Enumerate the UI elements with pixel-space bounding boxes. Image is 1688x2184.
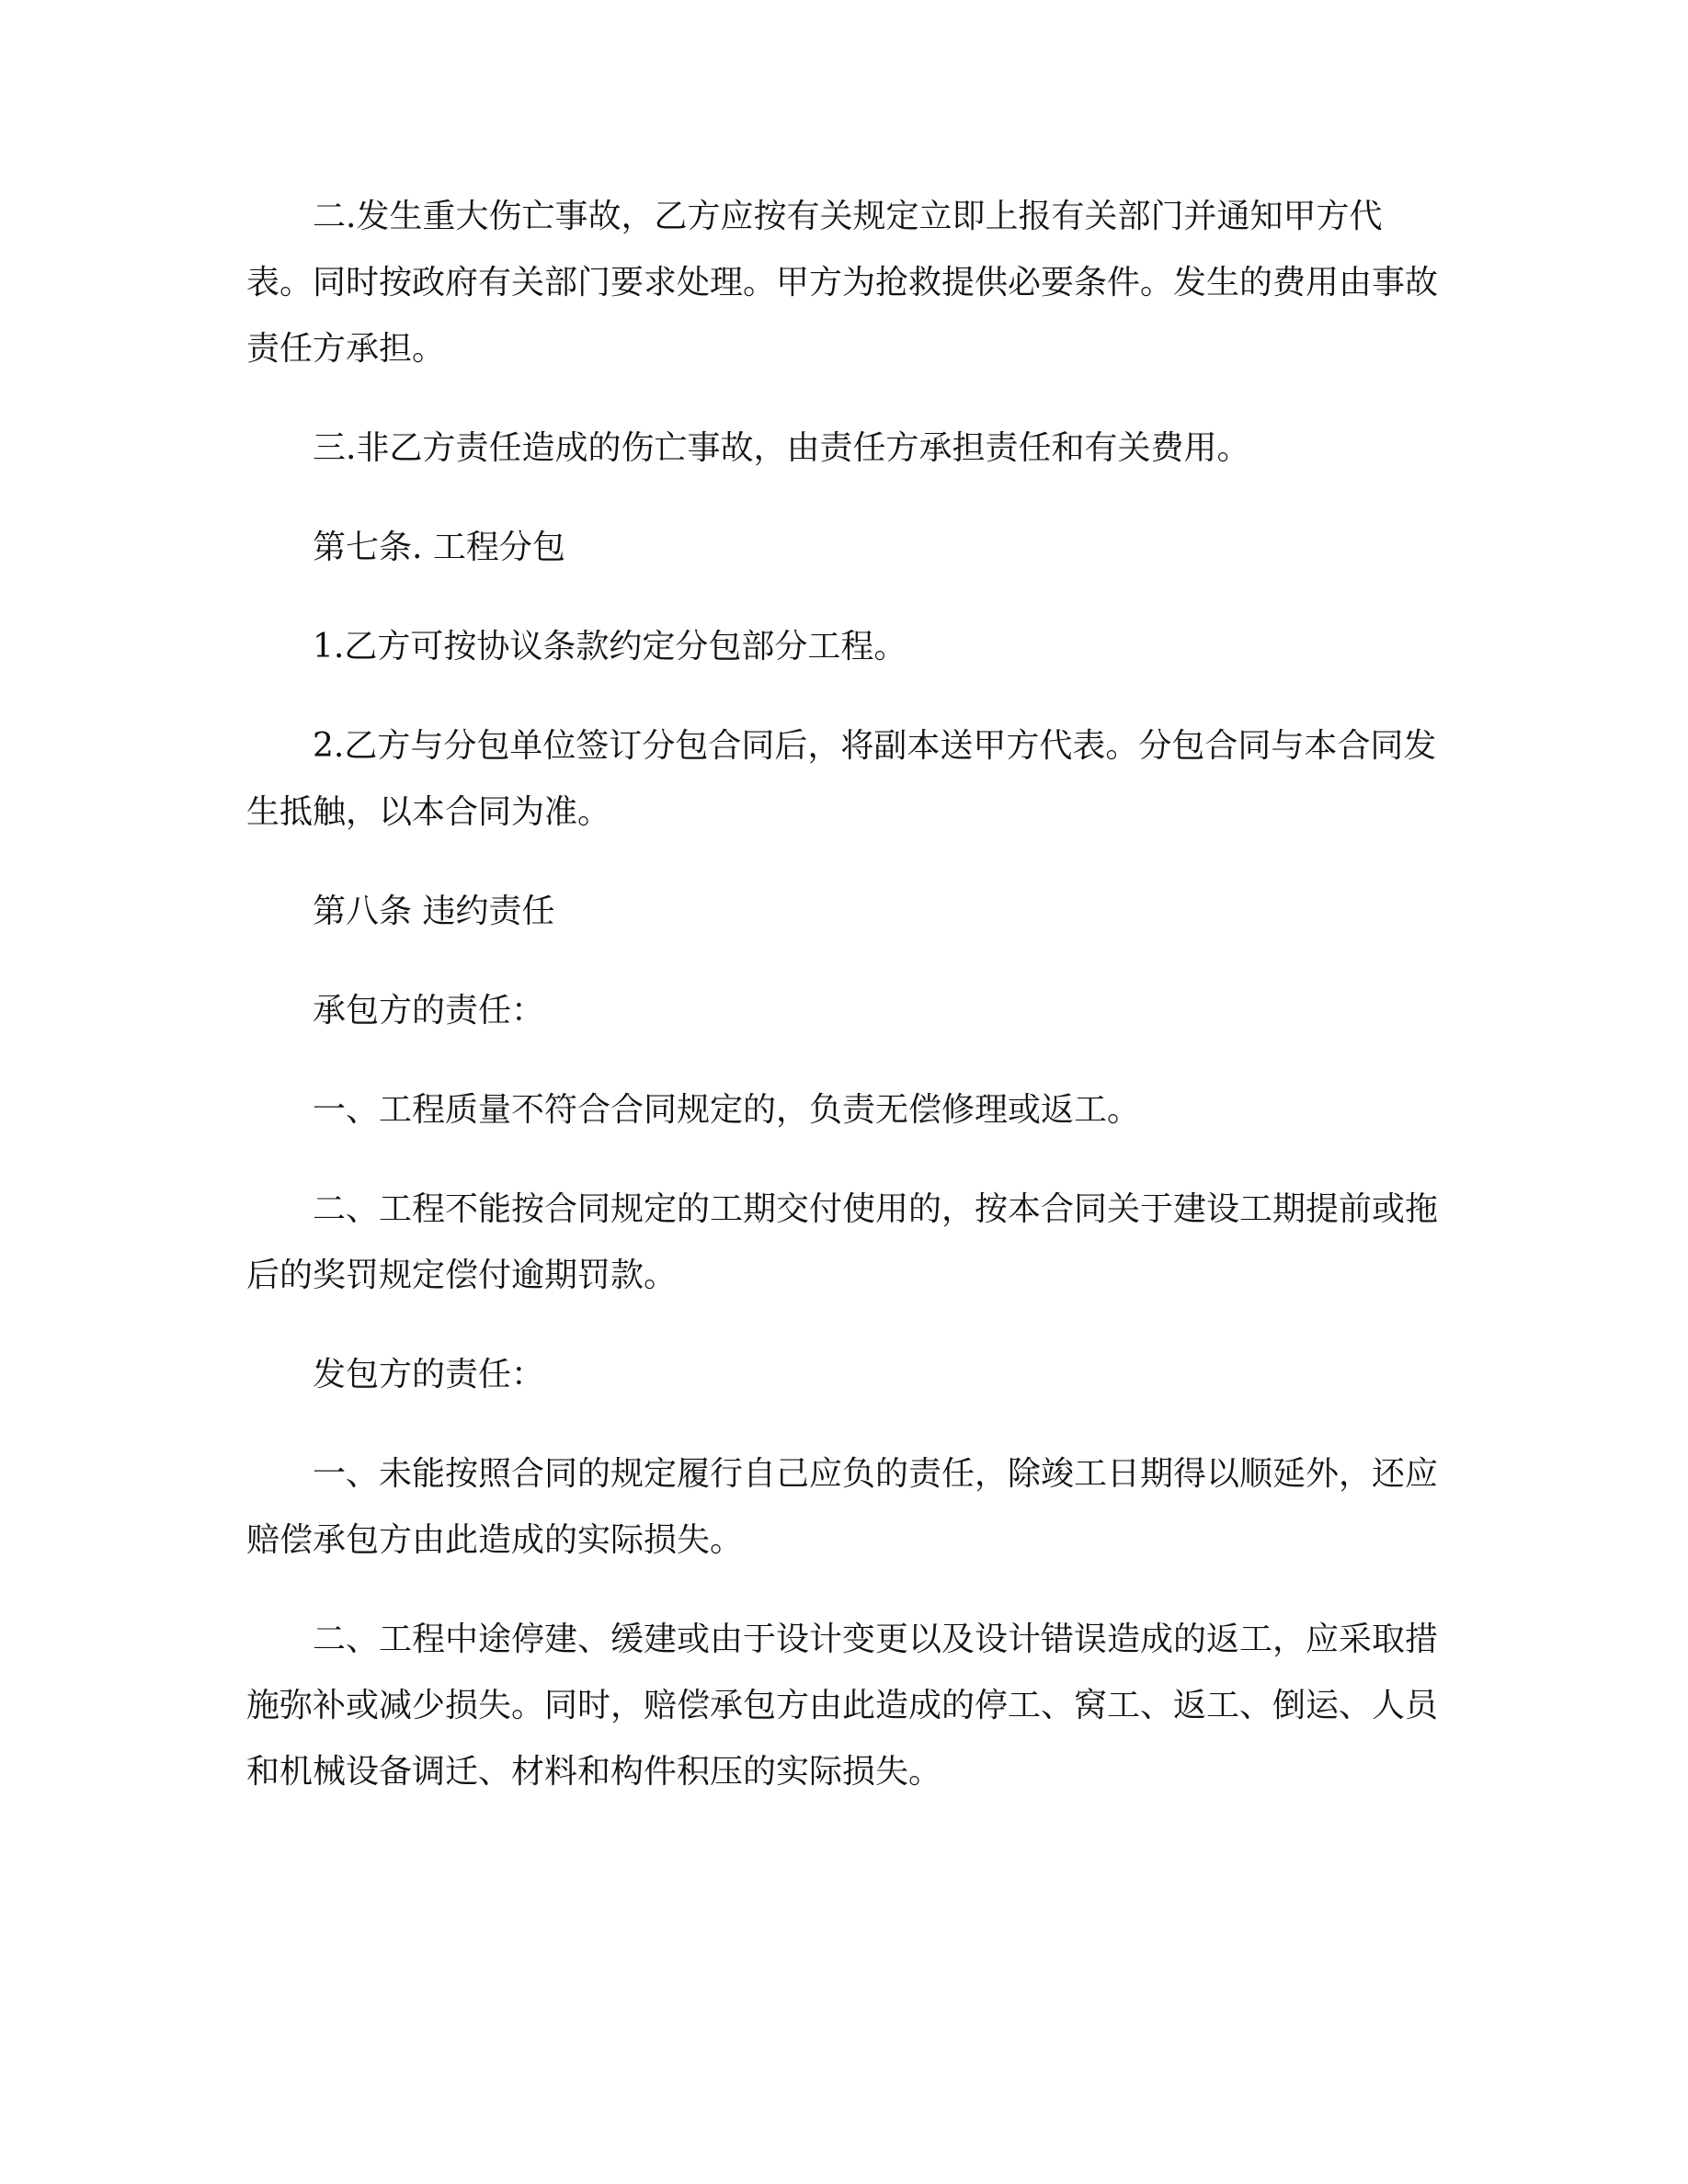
paragraph-subcontract-2: 2.乙方与分包单位签订分包合同后，将副本送甲方代表。分包合同与本合同发生抵触，以本合同为准。 xyxy=(246,727,1437,831)
subheading-contractor-liability: 承包方的责任： xyxy=(313,992,545,1029)
heading-article-8: 第八条 违约责任 xyxy=(313,893,555,930)
paragraph-employer-1: 一、未能按照合同的规定履行自己应负的责任，除竣工日期得以顺延外，还应赔偿承包方由此造成的实际损失。 xyxy=(246,1455,1439,1559)
paragraph-subcontract-1: 1.乙方可按协议条款约定分包部分工程。 xyxy=(313,628,907,665)
paragraph-serious-accident: 二.发生重大伤亡事故，乙方应按有关规定立即上报有关部门并通知甲方代表。同时按政府有关部门要求处理。甲方为抢救提供必要条件。发生的费用由事故责任方承担。 xyxy=(246,198,1439,368)
paragraph-non-party-b-accident: 三.非乙方责任造成的伤亡事故，由责任方承担责任和有关费用。 xyxy=(313,429,1250,467)
paragraph-contractor-2: 二、工程不能按合同规定的工期交付使用的，按本合同关于建设工期提前或拖后的奖罚规定偿付逾期罚款。 xyxy=(246,1190,1439,1294)
heading-article-7: 第七条. 工程分包 xyxy=(313,529,565,566)
paragraph-contractor-1: 一、工程质量不符合合同规定的，负责无偿修理或返工。 xyxy=(313,1091,1141,1129)
subheading-employer-liability: 发包方的责任： xyxy=(313,1356,545,1393)
paragraph-employer-2: 二、工程中途停建、缓建或由于设计变更以及设计错误造成的返工，应采取措施弥补或减少损失。同时，赔偿承包方由此造成的停工、窝工、返工、倒运、人员和机械设备调迁、材料和构件积压的实际损失。 xyxy=(246,1621,1439,1791)
